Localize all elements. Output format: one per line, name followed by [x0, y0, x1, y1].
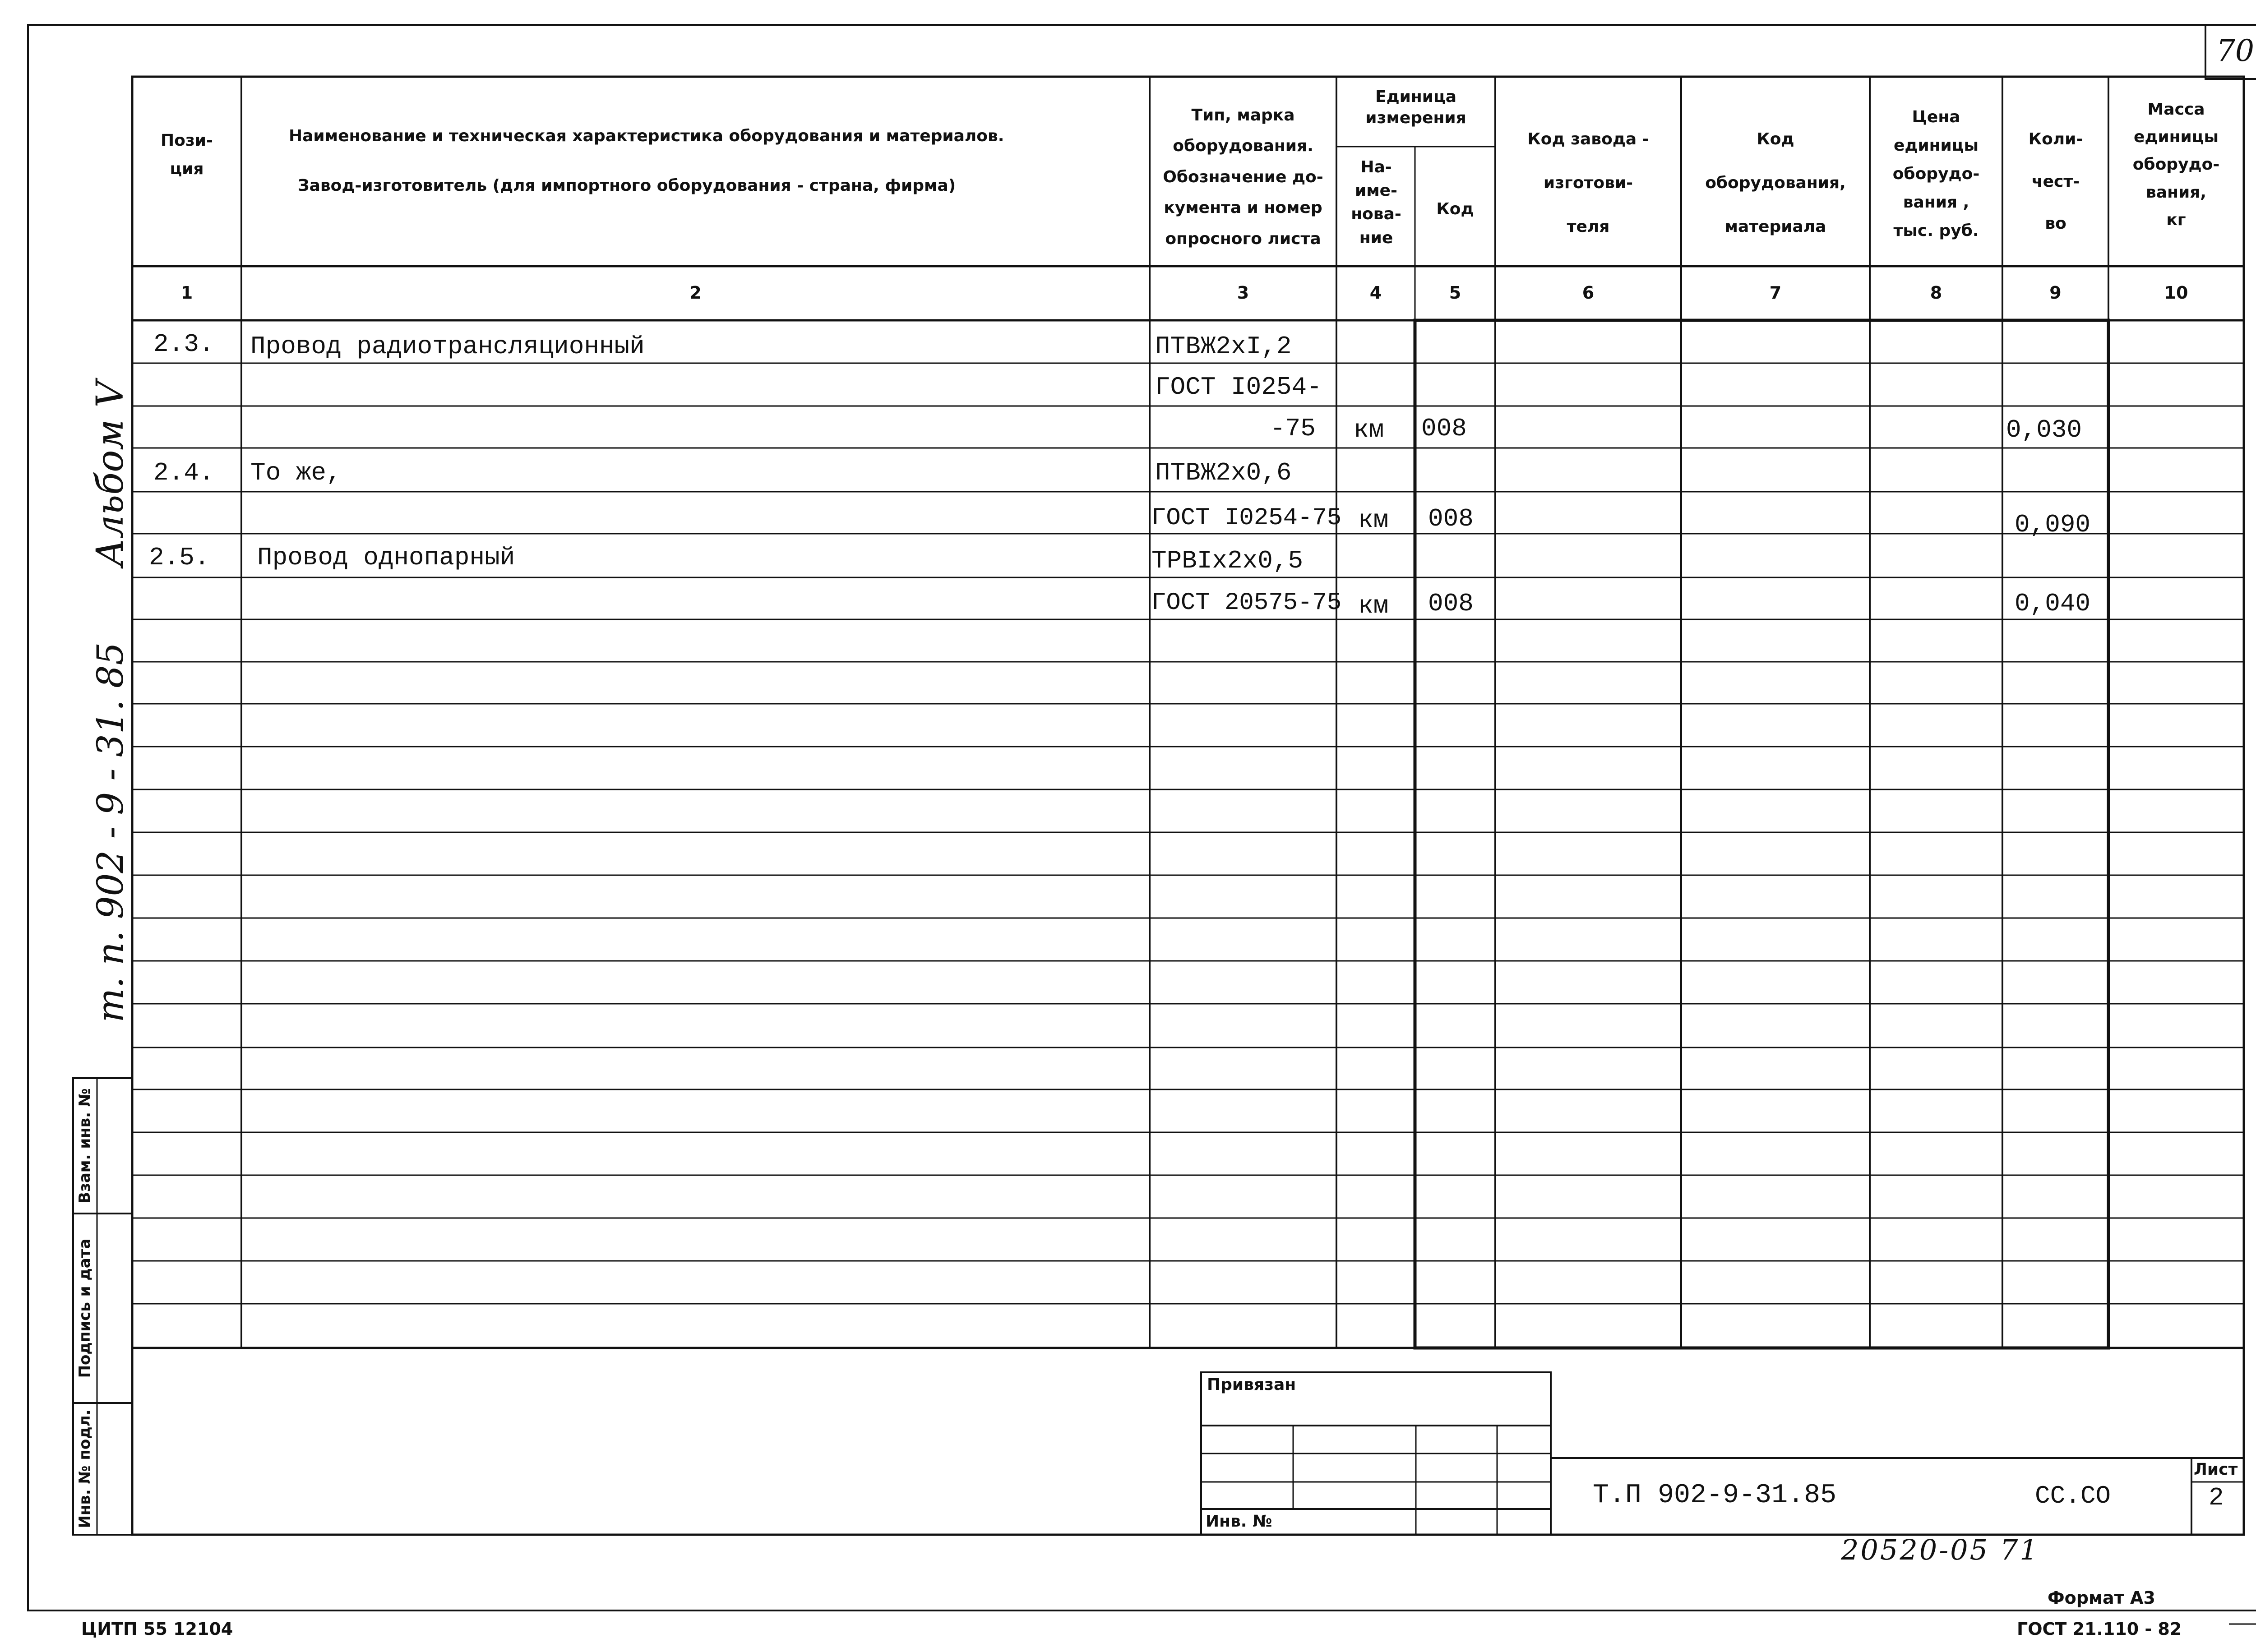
column-number: 9	[2049, 283, 2062, 303]
row-type: ГОСТ 20575-75	[1151, 589, 1342, 617]
row-unit: км	[1358, 506, 1389, 535]
column-number: 3	[1237, 283, 1249, 303]
column-number: 4	[1369, 283, 1382, 303]
format-label: Формат А3	[2048, 1588, 2155, 1608]
row-unit: км	[1358, 591, 1389, 620]
document-mark: СС.СО	[2035, 1481, 2111, 1510]
row-type: ГОСТ I0254-75	[1151, 504, 1342, 532]
column-number: 6	[1582, 283, 1595, 303]
row-name: Провод радиотрансляционный	[250, 332, 645, 361]
column-number: 8	[1930, 283, 1942, 303]
row-type: ТРВIх2х0,5	[1151, 546, 1304, 575]
header-equipment-code: Код оборудования, материала	[1705, 130, 1846, 236]
privyazan-label: Привязан	[1207, 1375, 1296, 1394]
row-name: То же,	[250, 458, 342, 487]
cipt-label: ЦИТП 55 12104	[81, 1619, 233, 1639]
header-quantity: Коли- чест- во	[2028, 130, 2083, 233]
row-quantity: 0,040	[2015, 589, 2091, 618]
column-number: 1	[180, 283, 193, 303]
column-number: 5	[1449, 283, 1461, 303]
signature-date-label: Подпись и дата	[76, 1238, 94, 1378]
row-quantity: 0,090	[2015, 510, 2091, 539]
column-number: 10	[2164, 283, 2188, 303]
row-type: ПТВЖ2х0,6	[1155, 458, 1292, 487]
row-type: ГОСТ I0254-	[1155, 373, 1322, 401]
row-type: ПТВЖ2хI,2	[1155, 332, 1292, 361]
sheet-number: 2	[2209, 1483, 2224, 1512]
row-quantity: 0,030	[2006, 415, 2082, 444]
row-unit: км	[1354, 415, 1384, 444]
gost-label: ГОСТ 21.110 - 82	[2017, 1619, 2182, 1639]
header-unit-group: Единица измерения	[1365, 88, 1466, 127]
row-code: 008	[1421, 414, 1467, 443]
header-price: Цена единицы оборудо- вания , тыс. руб.	[1892, 108, 1980, 240]
album-label: Альбом V	[89, 381, 132, 567]
header-unit-name: На- име- нова- ние	[1351, 158, 1401, 247]
page-number: 70	[2216, 33, 2254, 68]
registration-number: 20520-05 71	[1841, 1533, 2039, 1566]
column-number: 2	[689, 283, 702, 303]
row-position: 2.5.	[149, 543, 210, 572]
vzam-inv-label: Взам. инв. №	[76, 1088, 94, 1204]
inv-no-label: Инв. №	[1206, 1512, 1272, 1531]
header-factory-code: Код завода - изготови- теля	[1527, 130, 1649, 236]
row-type: -75	[1270, 414, 1316, 443]
header-name-line1: Наименование и техническая характеристика оборудования и материалов.	[289, 127, 1004, 145]
header-unit-code: Код	[1436, 200, 1474, 218]
header-type: Тип, марка оборудования. Обозначение до- кумента и номер опросного листа	[1163, 106, 1323, 248]
sheet-label: Лист	[2194, 1460, 2238, 1479]
row-position: 2.3.	[153, 330, 214, 359]
project-number-label: т. п. 902 - 9 - 31. 85	[89, 642, 131, 1023]
header-name-line2: Завод-изготовитель (для импортного оборудования - страна, фирма)	[298, 176, 956, 195]
inv-podl-label: Инв. № подл.	[76, 1409, 94, 1528]
row-code: 008	[1428, 504, 1474, 533]
row-name: Провод однопарный	[257, 543, 515, 572]
document-code: Т.П 902-9-31.85	[1593, 1480, 1837, 1511]
column-number: 7	[1769, 283, 1782, 303]
row-code: 008	[1428, 589, 1474, 618]
header-position: Пози- ция	[161, 131, 213, 178]
header-mass: Масса единицы оборудо- вания, кг	[2132, 100, 2220, 229]
row-position: 2.4.	[153, 458, 214, 487]
